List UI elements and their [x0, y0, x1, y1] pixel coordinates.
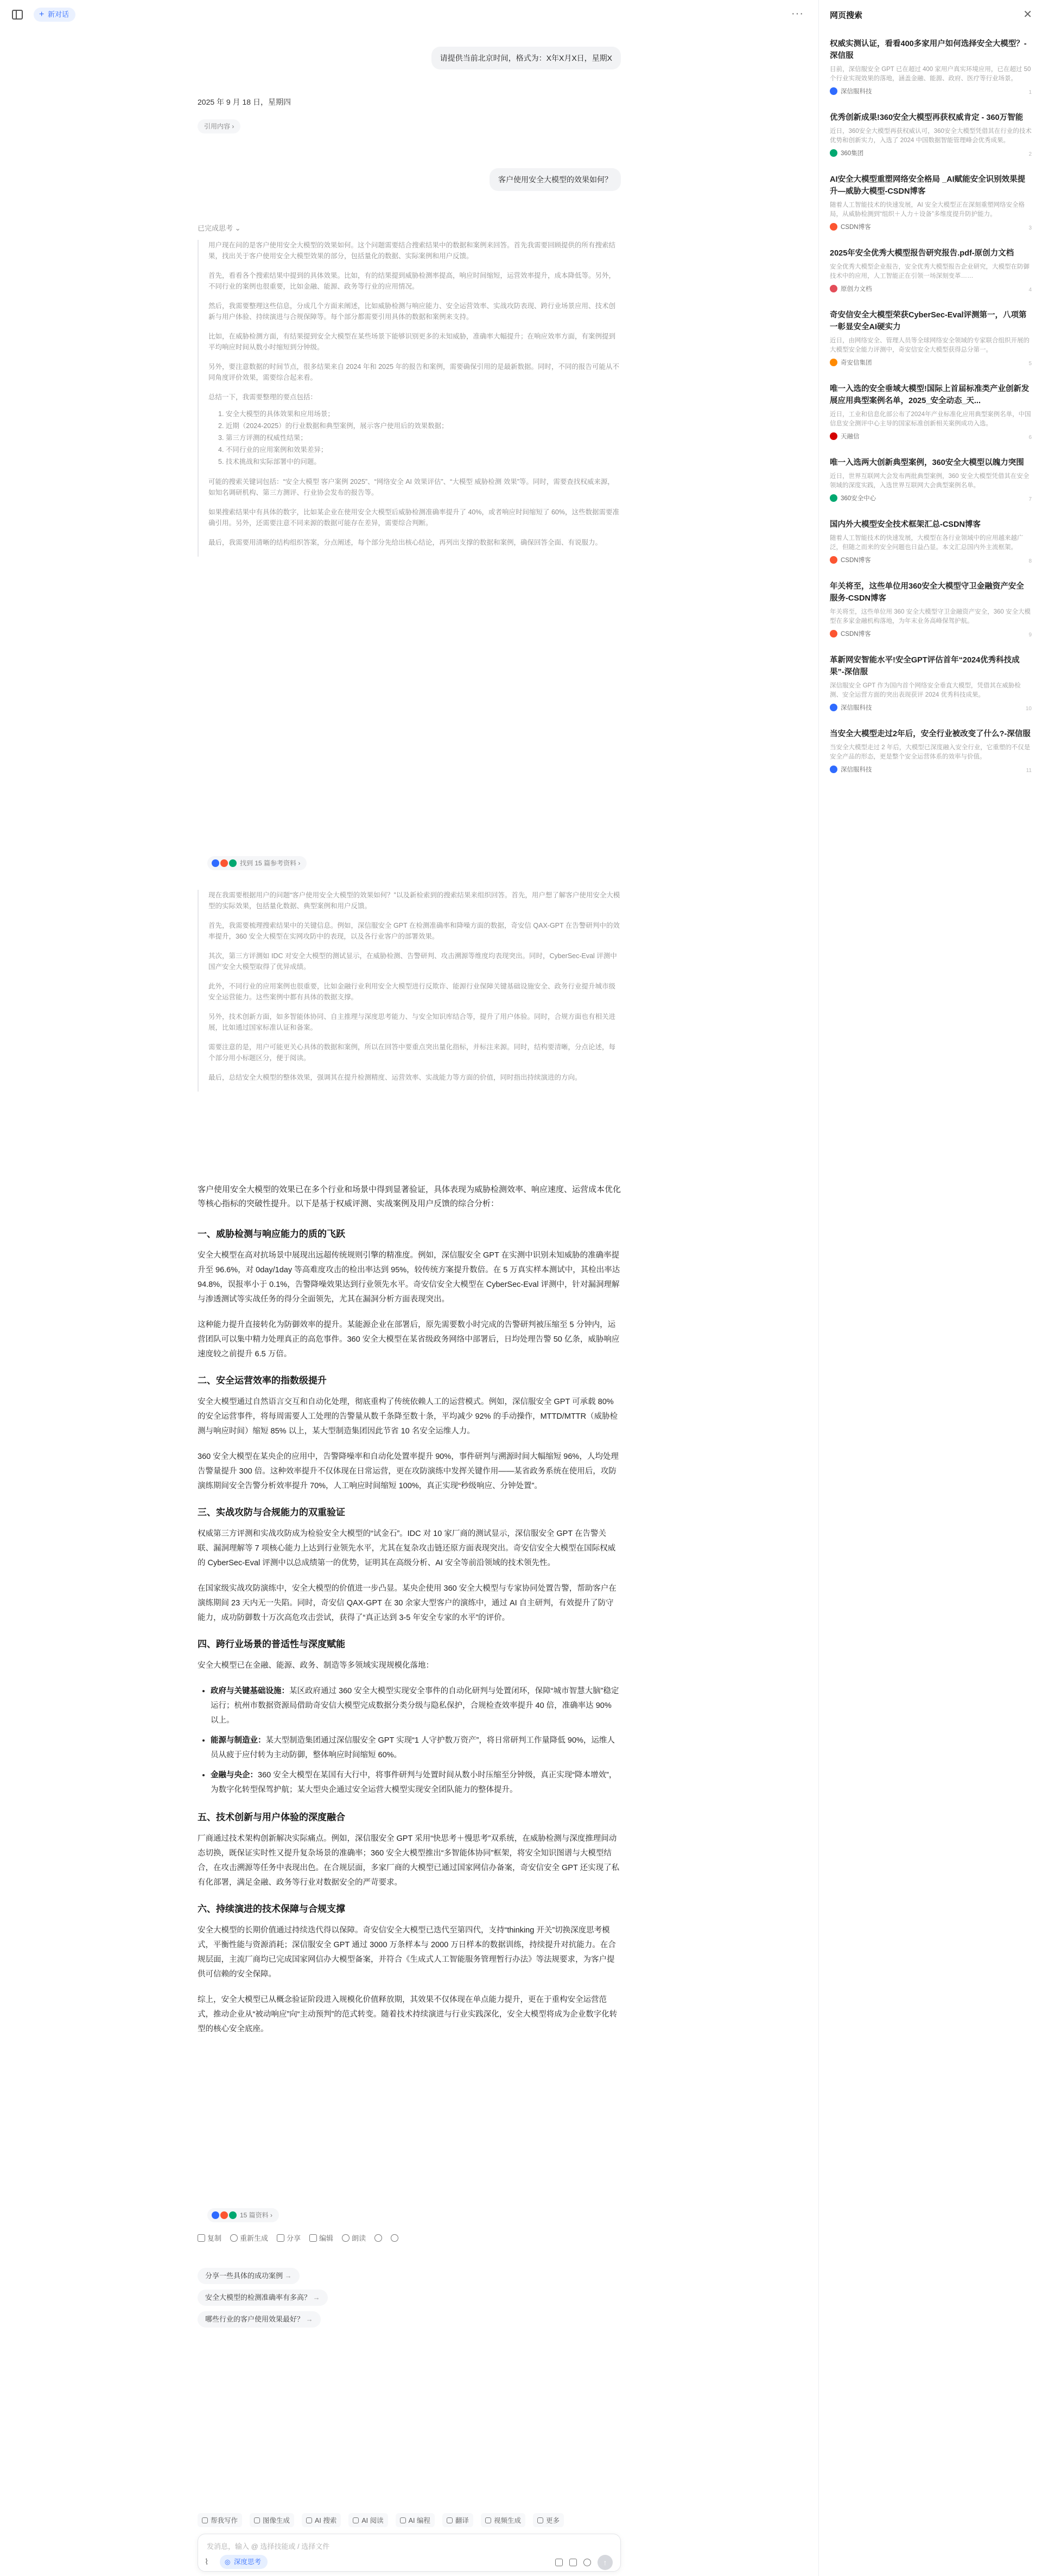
result-index: 9 — [1028, 632, 1032, 638]
thinking-paragraph: 首先，我需要梳理搜索结果中的关键信息。例如，深信服安全 GPT 在检测准确率和降噪方面的数据，奇安信 QAX-GPT 在告警研判中的效率提升，360 安全大模型在实网攻防中的表现，以及各行业客户的部署效果。 — [208, 922, 620, 940]
tool-more[interactable] — [533, 2513, 564, 2527]
result-source-name: 深信服科技 — [841, 88, 872, 95]
search-result-item[interactable] — [830, 581, 1032, 638]
result-title[interactable]: AI安全大模型重塑网络安全格局 _AI赋能安全识别效果提升—威胁大模型-CSDN博客 — [830, 175, 1026, 196]
read-aloud-label: 朗读 — [352, 2234, 366, 2242]
section-list — [211, 1684, 621, 1797]
result-index: 10 — [1025, 706, 1032, 712]
section-paragraph: 权威第三方评测和实战攻防成为检验安全大模型的“试金石”。IDC 对 10 家厂商的测试显示，深信服安全 GPT 在告警关联、漏洞理解等 7 项核心能力上达到行业领先水平，尤其在复杂攻击链还原方面表现突出。奇安信安全大模型在国际权威的 CyberSec-Eval 评测中以总成绩第一的优势，证明其在高级分析、AI 安全等前沿领域的技术领先性。 — [198, 1529, 616, 1567]
list-item-title: 能源与制造业： — [211, 1736, 266, 1745]
tool-translate[interactable] — [442, 2513, 473, 2527]
thinking-block — [198, 240, 621, 557]
close-icon[interactable]: ✕ — [1023, 9, 1032, 21]
result-snippet: 随着人工智能技术的快速发展，大模型在各行业领域中的应用越来越广泛，但随之而来的安全问题也日益凸显。本文汇总国内外主流框架。 — [830, 535, 1024, 551]
section-paragraph: 安全大模型通过自然语言交互和自动化处理，彻底重构了传统依赖人工的运营模式。例如，深信服安全 GPT 可承载 80% 的安全运营事件，将每周需要人工处理的告警量从数千条降至数十条，平均减少 92% 的手动操作，MTTD/MTTR（威胁检测与响应时间）缩短 85% 以上，某大型制造集团因此节省 10 名安全运维人力。 — [198, 1398, 618, 1436]
section-heading: 三、实战攻防与合规能力的双重验证 — [198, 1507, 345, 1517]
source-logo-icon — [212, 2211, 219, 2219]
thinking-paragraph: 比如，在威胁检测方面，有结果提到安全大模型在某些场景下能够识别更多的未知威胁，准确率大幅提升；在响应效率方面，有案例提到平均响应时间从数小时缩短到分钟级。 — [208, 333, 616, 351]
result-title[interactable]: 国内外大模型安全技术框架汇总-CSDN博客 — [830, 520, 981, 529]
result-title[interactable]: 革新网安智能水平!安全GPT评估首年“2024优秀科技成果”-深信服 — [830, 656, 1020, 677]
assistant-answer-date: 2025 年 9 月 18 日，星期四 — [198, 98, 291, 106]
list-item-title: 金融与央企： — [211, 1771, 258, 1780]
thinking-paragraph: 用户现在问的是客户使用安全大模型的效果如何。这个问题需要结合搜索结果中的数据和案例来回答。首先我需要回顾提供的所有搜索结果，找出关于客户使用安全大模型效果的部分，包括量化的数据、实际案例和用户反馈。 — [208, 241, 616, 260]
source-logos — [212, 2211, 237, 2219]
source-logo-icon — [229, 859, 237, 867]
search-result-item[interactable] — [830, 174, 1032, 231]
edit-button[interactable] — [309, 2233, 333, 2243]
pen-icon — [202, 2517, 208, 2523]
search-icon — [306, 2517, 312, 2523]
result-snippet: 近日，世界互联网大会发布两批典型案例，360 安全大模型凭借其在安全领域的深度实践，入选世界互联网大会典型案例名单。 — [830, 473, 1030, 489]
assistant-answer — [198, 1183, 621, 2048]
result-source — [830, 432, 1032, 441]
section-paragraph: 综上，安全大模型已从概念验证阶段进入规模化价值释放期，其效果不仅体现在单点能力提升，更在于重构安全运营范式，推动企业从“被动响应”向“主动预判”的范式转变。随着技术持续演进与行业实践深化，安全大模型将成为企业数字化转型的核心安全底座。 — [198, 1995, 618, 2033]
result-index: 1 — [1028, 90, 1032, 95]
tool-label: 帮我写作 — [211, 2517, 238, 2524]
result-snippet: 深信服安全 GPT 作为国内首个网络安全垂直大模型，凭借其在威胁检测、安全运营方面的突出表现获评 2024 优秀科技成果。 — [830, 683, 1021, 698]
source-logo-icon — [830, 285, 837, 292]
tool-label: AI 编程 — [408, 2517, 430, 2524]
speaker-icon — [342, 2234, 350, 2242]
search-result-item[interactable] — [830, 112, 1032, 157]
result-title[interactable]: 唯一入选的安全垂域大模型!国际上首届标准类产业创新发展应用典型案例名单，2025_安全动态_天... — [830, 385, 1030, 405]
result-index: 8 — [1028, 558, 1032, 564]
section-heading: 五、技术创新与用户体验的深度融合 — [198, 1812, 345, 1822]
regenerate-label: 重新生成 — [240, 2234, 269, 2242]
code-icon — [400, 2517, 406, 2523]
source-logo-icon — [830, 359, 837, 366]
list-item — [211, 1768, 621, 1797]
microphone-icon[interactable] — [583, 2559, 591, 2566]
tool-image[interactable] — [250, 2513, 294, 2527]
tool-writing[interactable] — [198, 2513, 242, 2527]
image-icon — [254, 2517, 260, 2523]
tool-label: 图像生成 — [263, 2517, 290, 2524]
source-logo-icon — [830, 87, 837, 95]
message-input-box[interactable] — [198, 2534, 621, 2572]
search-result-item[interactable] — [830, 728, 1032, 774]
attach-icon[interactable]: ⌇ — [205, 2558, 209, 2567]
screenshot-icon[interactable] — [555, 2559, 563, 2566]
thinking-paragraph: 另外，要注意数据的时间节点，很多结果来自 2024 年和 2025 年的报告和案例，需要确保引用的是最新数据。同时，不同的报告可能从不同角度评价效果，需要综合起来看。 — [208, 363, 620, 381]
search-result-item[interactable] — [830, 383, 1032, 441]
share-button[interactable] — [277, 2233, 301, 2243]
copy-icon — [198, 2234, 205, 2242]
search-result-item[interactable] — [830, 38, 1032, 95]
answer-intro: 客户使用安全大模型的效果已在多个行业和场景中得到显著验证，具体表现为威胁检测效率、响应速度、运营成本优化等核心指标的突破性提升。以下是基于权威评测、实战案例及用户反馈的综合分析： — [198, 1185, 621, 1208]
section-paragraph: 这种能力提升直接转化为防御效率的提升。某能源企业在部署后，原先需要数小时完成的告警研判被压缩至 5 分钟内，运营团队可以集中精力处理真正的高危事件。360 安全大模型在某省级政务网络中部署后，日均处理告警 50 亿条，威胁响应速度较之前提升 6.5 万倍。 — [198, 1321, 620, 1359]
result-source — [830, 149, 1032, 157]
source-logo-icon — [830, 432, 837, 440]
thinking-paragraph: 最后，总结安全大模型的整体效果，强调其在提升检测精度、运营效率、实战能力等方面的价值，同时指出持续演进的方向。 — [208, 1074, 582, 1081]
list-item-text: 360 安全大模型在某国有大行中，将事件研判与处置时间从数小时压缩至分钟级，真正实现“降本增效”，为数字化转型保驾护航；某大型央企通过安全运营大模型实现安全团队能力的整体提升。 — [211, 1771, 617, 1794]
list-item — [211, 1684, 621, 1728]
result-index: 7 — [1028, 496, 1032, 502]
result-snippet: 当安全大模型走过 2 年后，大模型已深度融入安全行业，它重塑的不仅是安全产品的形态，更是整个安全运营体系的效率与价值。 — [830, 744, 1031, 760]
suggestion-chip[interactable]: 安全大模型的检测准确率有多高？ → — [198, 2290, 328, 2306]
result-index: 11 — [1026, 768, 1032, 774]
thinking-paragraph: 首先，看看各个搜索结果中提到的具体效果。比如，有的结果提到威胁检测率提高，响应时间缩短，运营效率提升，成本降低等。另外，不同行业的案例也很重要，比如金融、能源、政务等行业的应用情况。 — [208, 272, 616, 290]
message-input[interactable]: 发消息，输入 @ 选择技能或 / 选择文件 — [207, 2542, 330, 2551]
edit-label: 编辑 — [319, 2234, 334, 2242]
search-results-label: 找到 15 篇参考资料 › — [240, 859, 301, 867]
send-button[interactable]: ↑ — [598, 2555, 613, 2570]
result-source-name: 深信服科技 — [841, 767, 872, 773]
source-logos — [212, 859, 237, 867]
source-logo-icon — [830, 766, 837, 773]
result-source-name: 360集团 — [841, 150, 864, 157]
result-source-name: CSDN博客 — [841, 631, 871, 637]
message-actions — [198, 2233, 398, 2243]
result-snippet: 近日，由网络安全、管理人员等全球网络安全领域的专家联合组织开展的大模型安全能力评测中，奇安信安全大模型获得总分第一。 — [830, 337, 1030, 353]
thinking-list-item: 1. 安全大模型的具体效果和应用场景； — [218, 410, 334, 418]
thumbs-up-icon — [374, 2234, 382, 2242]
grid-icon — [537, 2517, 543, 2523]
thinking-paragraph: 总结一下，我需要整理的要点包括： — [208, 393, 317, 401]
thinking-list-item: 5. 技术挑战和实际部署中的问题。 — [218, 458, 321, 466]
thinking-list-item: 2. 近期（2024-2025）的行业数据和典型案例，展示客户使用后的效果数据； — [218, 422, 448, 430]
source-logo-icon — [830, 556, 837, 564]
list-item — [211, 1733, 621, 1763]
source-logo-icon — [830, 630, 837, 637]
new-chat-button[interactable]: + 新对话 — [34, 8, 75, 22]
result-source — [830, 703, 1032, 712]
source-logo-icon — [220, 859, 228, 867]
section-heading: 一、威胁检测与响应能力的质的飞跃 — [198, 1229, 345, 1239]
result-source — [830, 222, 1032, 231]
thumbs-down-button[interactable] — [391, 2234, 398, 2242]
result-title[interactable]: 权威实测认证，看看400多家用户如何选择安全大模型？-深信服 — [830, 40, 1027, 60]
result-source — [830, 629, 1032, 638]
thinking-paragraph: 如果搜索结果中有具体的数字，比如某企业在使用安全大模型后威胁检测准确率提升了 40%，或者响应时间缩短了 60%，这些数据需要准确引用。另外，还需要注意不同来源的数据可能存在差异，需要综合判断。 — [208, 508, 619, 527]
tool-read[interactable] — [348, 2513, 387, 2527]
source-logo-icon — [830, 494, 837, 502]
deep-think-toggle[interactable]: ◎ 深度思考 — [220, 2555, 268, 2569]
copy-label: 复制 — [207, 2234, 222, 2242]
search-result-item[interactable] — [830, 654, 1032, 712]
list-item-text: 某大型制造集团通过深信服安全 GPT 实现“1 人守护数万资产”，将日常研判工作量降低 90%，运维人员从疲于应付转为主动防御，整体响应时间缩短 60%。 — [211, 1736, 615, 1759]
book-icon — [353, 2517, 359, 2523]
edit-icon — [309, 2234, 317, 2242]
result-source-name: 天融信 — [841, 433, 860, 440]
result-index: 5 — [1028, 361, 1032, 367]
result-snippet: 近日，工业和信息化部公布了2024年产业标准化应用典型案例名单，中国信息安全测评中心主导的国家标准创新相关案例成功入选。 — [830, 411, 1031, 427]
result-index: 2 — [1028, 151, 1032, 157]
thinking-paragraph: 最后，我需要用清晰的结构组织答案，分点阐述，每个部分先给出核心结论，再列出支撑的数据和案例，确保回答全面、有说服力。 — [208, 539, 602, 546]
source-logo-icon — [830, 223, 837, 231]
result-title[interactable]: 奇安信安全大模型荣获CyberSec-Eval评测第一，八项第一彰显安全AI硬实力 — [830, 311, 1027, 331]
section-heading: 六、持续演进的技术保障与合规支撑 — [198, 1904, 345, 1914]
thinking-paragraph: 然后，我需要整理这些信息，分成几个方面来阐述，比如威胁检测与响应能力、安全运营效率、实战攻防表现、跨行业场景应用、技术创新与用户体验、持续演进与合规保障等。每个部分都需要引用具体的数据和案例来支持。 — [208, 302, 616, 321]
reference-chip[interactable]: 引用内容 › — [198, 119, 240, 133]
result-source-name: 深信服科技 — [841, 705, 872, 711]
top-bar — [0, 0, 818, 30]
result-source — [830, 765, 1032, 774]
read-aloud-button[interactable] — [342, 2233, 366, 2243]
thinking-status[interactable]: 已完成思考 ⌄ — [198, 224, 241, 232]
tool-label: 视频生成 — [493, 2517, 521, 2524]
result-source-name: CSDN博客 — [841, 557, 871, 564]
sidebar-toggle-icon[interactable] — [12, 10, 23, 20]
thinking-list — [218, 408, 621, 468]
source-logo-icon — [830, 149, 837, 157]
result-source-name: 原创力文档 — [841, 286, 872, 292]
search-results-chip[interactable] — [207, 856, 307, 870]
tool-label: 更多 — [545, 2517, 560, 2524]
section-heading: 四、跨行业场景的普适性与深度赋能 — [198, 1639, 345, 1649]
user-message: 客户使用安全大模型的效果如何？ — [490, 168, 621, 191]
list-item-title: 政府与关键基础设施： — [211, 1687, 289, 1695]
result-index: 6 — [1028, 435, 1032, 441]
result-title[interactable]: 优秀创新成果!360安全大模型再获权威肯定 - 360万智能 — [830, 113, 1024, 122]
section-paragraph: 安全大模型在高对抗场景中展现出远超传统规则引擎的精准度。例如，深信服安全 GPT 在实测中识别未知威胁的准确率提升至 96.6%，对 0day/1day 等高难度攻击的检出率达到 95%，较传统方案提升数倍。在 5 万真实样本测试中，其检出率达 94.8%，误报率小于 0.1%，告警降噪效果达到行业领先水平。奇安信安全大模型在 CyberSec-Eval 评测中，针对漏洞理解与渗透测试等实战任务的得分全面领先，尤其在漏洞分析方面表现突出。 — [198, 1251, 620, 1304]
search-result-item[interactable] — [830, 457, 1032, 502]
section-paragraph: 安全大模型已在金融、能源、政务、制造等多领域实现规模化落地： — [198, 1661, 434, 1670]
search-results-label: 15 篇资料 › — [240, 2211, 273, 2219]
source-logo-icon — [830, 704, 837, 711]
video-icon — [485, 2517, 491, 2523]
result-source-name: 奇安信集团 — [841, 360, 872, 366]
result-title[interactable]: 2025年安全优秀大模型报告研究报告.pdf-原创力文档 — [830, 249, 1014, 258]
panel-title: 网页搜索 — [830, 11, 863, 20]
result-source-name: CSDN博客 — [841, 224, 871, 231]
source-logo-icon — [212, 859, 219, 867]
share-icon — [277, 2234, 284, 2242]
result-snippet: 安全优秀大模型企业报告，安全优秀大模型报告企业研究，大模型在防御技术中的应用，人工智能正在引领一场深刻变革…… — [830, 264, 1030, 279]
suggestion-chip[interactable]: 分享一些具体的成功案例 → — [198, 2268, 300, 2284]
result-source — [830, 284, 1032, 293]
copy-button[interactable] — [198, 2233, 221, 2243]
result-title[interactable]: 当安全大模型走过2年后，安全行业被改变了什么?-深信服 — [830, 730, 1031, 738]
thinking-block — [198, 890, 621, 1092]
result-source — [830, 494, 1032, 502]
thinking-list-item: 4. 不同行业的应用案例和效果差异； — [218, 446, 328, 454]
list-item-text: 某区政府通过 360 安全大模型实现安全事件的自动化研判与处置闭环，保障“城市智慧大脑”稳定运行；杭州市数据资源局借助奇安信大模型完成数据分类分级与隐私保护，合规检查效率提升 40 倍，准确率达 90% 以上。 — [211, 1687, 619, 1725]
tool-search[interactable] — [302, 2513, 341, 2527]
thumbs-down-icon — [391, 2234, 398, 2242]
result-index: 4 — [1028, 287, 1032, 293]
result-snippet: 年关将至，这些单位用 360 安全大模型守卫金融资产安全，360 安全大模型在多家金融机构落地，为年末业务高峰保驾护航。 — [830, 609, 1031, 624]
result-source — [830, 358, 1032, 367]
search-results-chip[interactable] — [207, 2208, 279, 2222]
section-paragraph: 安全大模型的长期价值通过持续迭代得以保障。奇安信安全大模型已迭代至第四代，支持“thinking 开关”切换深度思考模式，平衡性能与资源消耗；深信服安全 GPT 通过 3000 万条样本与 2000 万日样本的数据训练，持续提升对抗能力。在合规层面，主流厂商均已完成国家网信办大模型备案，并符合《生成式人工智能服务管理暂行办法》等法规要求，为客户提供可信赖的安全保障。 — [198, 1926, 616, 1979]
result-snippet: 近日，360安全大模型再获权威认可，360安全大模型凭借其在行业的技术优势和创新实力，入选了 2024 中国数据智能管理峰会优秀成果。 — [830, 128, 1032, 144]
translate-icon — [447, 2517, 453, 2523]
result-title[interactable]: 年关将至，这些单位用360安全大模型守卫金融资产安全服务-CSDN博客 — [830, 582, 1024, 603]
scissors-icon[interactable] — [569, 2559, 577, 2566]
thinking-paragraph: 另外，技术创新方面，如多智能体协同、自主推理与深度思考能力、与安全知识库结合等，提升了用户体验。同时，合规方面也有相关进展，比如通过国家标准认证和备案。 — [208, 1013, 616, 1031]
search-result-list — [830, 38, 1032, 790]
thinking-paragraph: 需要注意的是，用户可能更关心具体的数据和案例，所以在回答中要重点突出量化指标，并标注来源。同时，结构要清晰，分点论述，每个部分用小标题区分，便于阅读。 — [208, 1043, 616, 1062]
result-source — [830, 556, 1032, 564]
result-source — [830, 87, 1032, 95]
search-result-item[interactable] — [830, 247, 1032, 293]
tool-code[interactable] — [396, 2513, 435, 2527]
thinking-paragraph: 此外，不同行业的应用案例也很重要，比如金融行业利用安全大模型进行反欺诈、能源行业保障关键基础设施安全、政务行业提升城市级安全运营能力。这些案例中都有具体的数据支撑。 — [208, 983, 616, 1001]
thinking-list-item: 3. 第三方评测的权威性结果； — [218, 434, 307, 442]
result-index: 3 — [1028, 225, 1032, 231]
section-paragraph: 360 安全大模型在某央企的应用中，告警降噪率和自动化处置率提升 90%，事件研判与溯源时间大幅缩短 96%，人均处理告警量提升 300 倍。这种效率提升不仅体现在日常运营，更在攻防演练中发挥关键作用——某省政务系统在使用后，攻防演练期间安全告警分析效率提升 70%，人工响应时间缩短 100%，真正实现“秒级响应、分钟处置”。 — [198, 1452, 619, 1490]
result-snippet: 随着人工智能技术的快速发展，AI 安全大模型正在深刻重塑网络安全格局，从威胁检测到“组织＋人力＋设备”多维度提升防护能力。 — [830, 202, 1025, 218]
search-result-item[interactable] — [830, 519, 1032, 564]
result-title[interactable]: 唯一入选两大创新典型案例，360安全大模型以魄力突围 — [830, 458, 1024, 467]
tool-video[interactable] — [481, 2513, 525, 2527]
user-message: 请提供当前北京时间，格式为：X年X月X日，星期X — [431, 47, 621, 69]
thinking-paragraph: 可能的搜索关键词包括：“安全大模型 客户案例 2025”、“网络安全 AI 效果评估”、“大模型 威胁检测 效果”等。同时，需要查找权威来源，如知名调研机构、第三方测评、行业协会发布的报告等。 — [208, 478, 614, 496]
skill-toolbar — [198, 2513, 564, 2527]
section-heading: 二、安全运营效率的指数级提升 — [198, 1375, 327, 1386]
regenerate-button[interactable] — [230, 2233, 268, 2243]
section-paragraph: 厂商通过技术架构创新解决实际痛点。例如，深信服安全 GPT 采用“快思考＋慢思考”双系统，在威胁检测与深度推理间动态切换，既保证实时性又提升复杂场景的准确率；360 安全大模型推出“多智能体协同”框架，将安全知识图谱与大模型结合，在攻击溯源等任务中表现出色。在合规层面，多家厂商的大模型已通过国家网信办备案，奇安信安全 GPT 还实现了私有化部署，满足金融、政务等行业对数据安全的严苛要求。 — [198, 1834, 620, 1887]
thinking-paragraph: 其次，第三方评测如 IDC 对安全大模型的测试显示，在威胁检测、告警研判、攻击溯源等维度均表现突出。同时，CyberSec-Eval 评测中国产安全大模型取得了优异成绩。 — [208, 952, 617, 971]
more-options-icon[interactable]: ··· — [791, 8, 804, 20]
thinking-paragraph: 现在我需要根据用户的问题“客户使用安全大模型的效果如何？”以及新检索到的搜索结果来组织回答。首先，用户想了解客户使用安全大模型的实际效果，包括量化数据、典型案例和用户反馈。 — [208, 891, 620, 910]
tool-label: AI 搜索 — [315, 2517, 337, 2524]
result-source-name: 360安全中心 — [841, 495, 876, 502]
section-paragraph: 在国家级实战攻防演练中，安全大模型的价值进一步凸显。某央企使用 360 安全大模型与专家协同处置告警，帮助客户在演练期间 23 天内无一失陷。同时，奇安信 QAX-GPT 在 30 余家大型客户的演练中，通过 AI 自主研判，有效提升了防守能力，成功防御数十万次高危攻击尝试，获得了“真正达到 3-5 年安全专家的水平”的评价。 — [198, 1584, 617, 1622]
search-result-item[interactable] — [830, 309, 1032, 367]
suggestion-chip[interactable]: 哪些行业的客户使用效果最好？ → — [198, 2311, 321, 2328]
source-logo-icon — [229, 2211, 237, 2219]
input-actions — [555, 2555, 613, 2570]
thumbs-up-button[interactable] — [374, 2234, 382, 2242]
web-search-panel — [818, 0, 1042, 2576]
source-logo-icon — [220, 2211, 228, 2219]
tool-label: AI 阅读 — [361, 2517, 384, 2524]
refresh-icon — [230, 2234, 238, 2242]
tool-label: 翻译 — [455, 2517, 469, 2524]
result-snippet: 目前，深信服安全 GPT 已在超过 400 家用户真实环境应用，已在超过 50 个行业实现效果的落地，涵盖金融、能源、政府、医疗等行业场景。 — [830, 66, 1031, 82]
share-label: 分享 — [287, 2234, 301, 2242]
